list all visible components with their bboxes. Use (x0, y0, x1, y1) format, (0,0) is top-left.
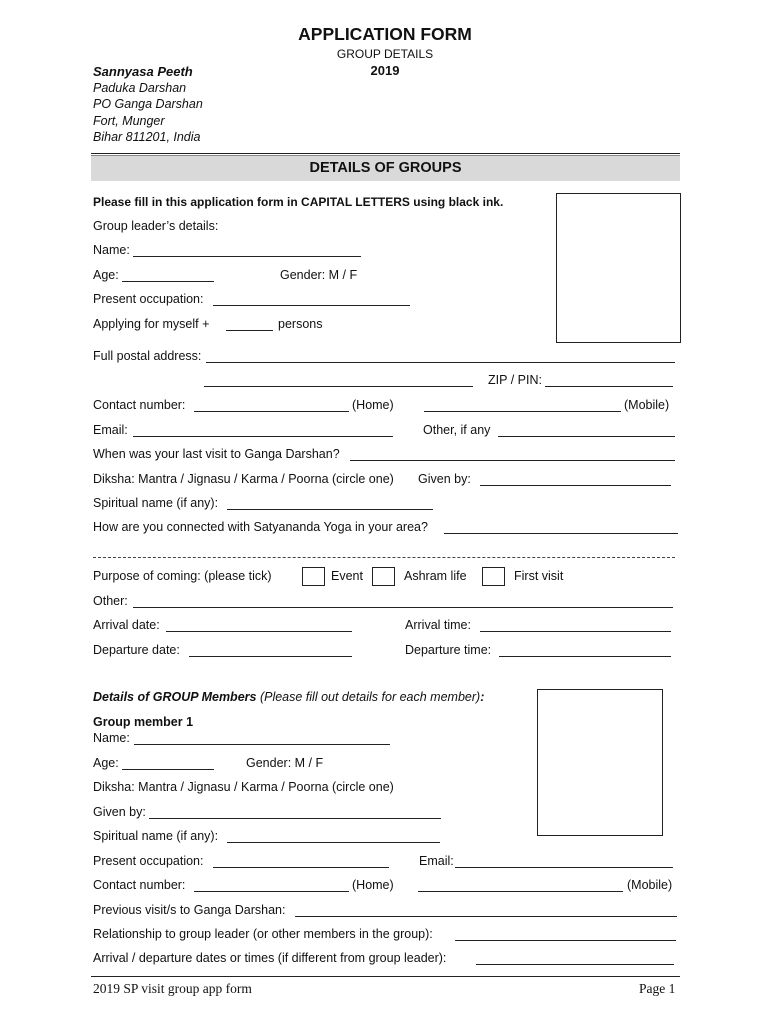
connected-field-1[interactable] (444, 533, 678, 534)
email-label: Email: (93, 423, 128, 437)
header-divider (91, 153, 680, 154)
arrival-time-field[interactable] (480, 631, 671, 632)
postal-address-field-2[interactable] (204, 386, 473, 387)
address-line-3: Fort, Munger (93, 114, 165, 128)
mobile-label: (Mobile) (624, 398, 670, 412)
leader-age-label: Age: (93, 268, 119, 282)
members-heading-bold: Details of GROUP Members (93, 690, 257, 704)
leader-name-label: Name: (93, 243, 130, 257)
member-occupation-label: Present occupation: (93, 854, 204, 868)
member-diksha-label[interactable]: Diksha: Mantra / Jignasu / Karma / Poorna (circle one) (93, 780, 394, 794)
address-line-2: PO Ganga Darshan (93, 97, 203, 111)
event-label: Event (331, 569, 363, 583)
member-contact-label: Contact number: (93, 878, 186, 892)
footer-left: 2019 SP visit group app form (93, 981, 252, 996)
leader-age-field[interactable] (122, 281, 214, 282)
member-name-label: Name: (93, 731, 130, 745)
footer-page-number: Page 1 (639, 981, 676, 996)
leader-name-field[interactable] (133, 256, 361, 257)
spiritual-name-label: Spiritual name (if any): (93, 496, 219, 510)
member-mobile-label: (Mobile) (627, 878, 673, 892)
leader-occupation-field[interactable] (213, 305, 410, 306)
email-field[interactable] (133, 436, 393, 437)
departure-time-label: Departure time: (405, 643, 492, 657)
section-title: DETAILS OF GROUPS (91, 155, 680, 181)
ashram-life-checkbox[interactable] (372, 567, 395, 586)
leader-gender-label[interactable]: Gender: M / F (280, 268, 358, 282)
home-label: (Home) (352, 398, 394, 412)
leader-heading: Group leader’s details: (93, 219, 219, 233)
previous-visits-label: Previous visit/s to Ganga Darshan: (93, 903, 286, 917)
persons-count-field[interactable] (226, 330, 273, 331)
footer-divider (91, 976, 680, 977)
address-line-4: Bihar 811201, India (93, 130, 201, 144)
other-purpose-field[interactable] (133, 607, 673, 608)
member1-heading: Group member 1 (93, 715, 194, 729)
departure-date-field[interactable] (189, 656, 352, 657)
other-purpose-label: Other: (93, 594, 128, 608)
previous-visits-field[interactable] (295, 916, 677, 917)
first-visit-label: First visit (514, 569, 564, 583)
mobile-phone-field[interactable] (424, 411, 621, 412)
member-mobile-phone-field[interactable] (418, 891, 623, 892)
zip-field[interactable] (545, 386, 673, 387)
arrival-departure-field[interactable] (476, 964, 674, 965)
other-email-label: Other, if any (423, 423, 491, 437)
member-name-field[interactable] (134, 744, 390, 745)
instruction-text: Please fill in this application form in CAPITAL LETTERS using black ink. (93, 195, 504, 209)
given-by-label: Given by: (418, 472, 471, 486)
member-spiritual-name-label: Spiritual name (if any): (93, 829, 219, 843)
member-age-field[interactable] (122, 769, 214, 770)
arrival-date-label: Arrival date: (93, 618, 160, 632)
member-age-label: Age: (93, 756, 119, 770)
connected-field-2[interactable] (93, 557, 675, 558)
leader-occupation-label: Present occupation: (93, 292, 204, 306)
relationship-field[interactable] (455, 940, 676, 941)
members-heading-colon: : (480, 690, 485, 704)
first-visit-checkbox[interactable] (482, 567, 505, 586)
postal-address-label: Full postal address: (93, 349, 202, 363)
purpose-label: Purpose of coming: (please tick) (93, 569, 272, 583)
spiritual-name-field[interactable] (227, 509, 433, 510)
member-spiritual-name-field[interactable] (227, 842, 440, 843)
persons-label: persons (278, 317, 323, 331)
given-by-field[interactable] (480, 485, 671, 486)
member-email-field[interactable] (455, 867, 673, 868)
member-home-phone-field[interactable] (194, 891, 349, 892)
members-heading (93, 690, 484, 704)
departure-time-field[interactable] (499, 656, 671, 657)
contact-label: Contact number: (93, 398, 186, 412)
postal-address-field-1[interactable] (206, 362, 675, 363)
member-occupation-field[interactable] (213, 867, 389, 868)
member-given-by-label: Given by: (93, 805, 146, 819)
departure-date-label: Departure date: (93, 643, 180, 657)
last-visit-field[interactable] (350, 460, 675, 461)
applying-label: Applying for myself + (93, 317, 210, 331)
member-gender-label[interactable]: Gender: M / F (246, 756, 324, 770)
ashram-life-label: Ashram life (404, 569, 467, 583)
last-visit-label: When was your last visit to Ganga Darshan? (93, 447, 340, 461)
diksha-label[interactable]: Diksha: Mantra / Jignasu / Karma / Poorna (circle one) (93, 472, 394, 486)
member-email-label: Email: (419, 854, 454, 868)
connected-label: How are you connected with Satyananda Yoga in your area? (93, 520, 428, 534)
member-given-by-field[interactable] (149, 818, 441, 819)
home-phone-field[interactable] (194, 411, 349, 412)
member-photo-box[interactable] (537, 689, 663, 836)
arrival-departure-label: Arrival / departure dates or times (if different from group leader): (93, 951, 447, 965)
arrival-time-label: Arrival time: (405, 618, 471, 632)
other-email-field[interactable] (498, 436, 675, 437)
member-home-label: (Home) (352, 878, 394, 892)
org-name: Sannyasa Peeth (93, 64, 193, 79)
form-year: 2019 (370, 63, 400, 78)
form-title: APPLICATION FORM (298, 24, 472, 44)
leader-photo-box[interactable] (556, 193, 681, 343)
zip-label: ZIP / PIN: (488, 373, 542, 387)
relationship-label: Relationship to group leader (or other members in the group): (93, 927, 433, 941)
event-checkbox[interactable] (302, 567, 325, 586)
members-heading-note: (Please fill out details for each member) (256, 690, 481, 704)
form-subtitle: GROUP DETAILS (336, 47, 434, 61)
address-line-1: Paduka Darshan (93, 81, 187, 95)
arrival-date-field[interactable] (166, 631, 352, 632)
